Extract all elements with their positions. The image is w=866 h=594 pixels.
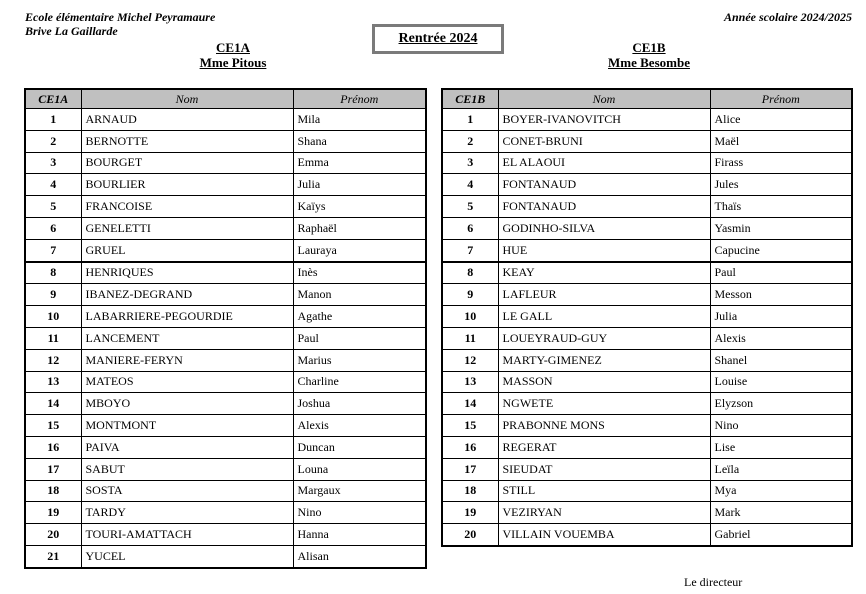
student-first-name: Paul xyxy=(293,327,426,349)
table-row xyxy=(442,480,852,502)
student-last-name: BOURGET xyxy=(81,152,293,174)
student-last-name: PRABONNE MONS xyxy=(498,415,710,437)
student-number: 20 xyxy=(25,524,81,546)
table-header-row xyxy=(25,89,426,109)
ce1a-heading xyxy=(190,40,276,70)
student-number: 3 xyxy=(25,152,81,174)
school-city: Brive La Gaillarde xyxy=(25,24,118,38)
table-row xyxy=(25,152,426,174)
student-last-name: HENRIQUES xyxy=(81,262,293,284)
student-number: 6 xyxy=(25,217,81,239)
student-number: 12 xyxy=(442,349,498,371)
table-row xyxy=(25,393,426,415)
student-number: 8 xyxy=(442,262,498,284)
table-row xyxy=(442,371,852,393)
student-last-name: IBANEZ-DEGRAND xyxy=(81,284,293,306)
student-number: 2 xyxy=(442,130,498,152)
student-last-name: CONET-BRUNI xyxy=(498,130,710,152)
student-last-name: FRANCOISE xyxy=(81,196,293,218)
student-first-name: Kaïys xyxy=(293,196,426,218)
student-first-name: Raphaël xyxy=(293,217,426,239)
table-row xyxy=(442,217,852,239)
table-header-row xyxy=(442,89,852,109)
student-number: 18 xyxy=(25,480,81,502)
student-last-name: NGWETE xyxy=(498,393,710,415)
student-last-name: MONTMONT xyxy=(81,415,293,437)
student-first-name: Duncan xyxy=(293,436,426,458)
student-number: 15 xyxy=(25,415,81,437)
student-last-name: SIEUDAT xyxy=(498,458,710,480)
student-last-name: KEAY xyxy=(498,262,710,284)
student-number: 6 xyxy=(442,217,498,239)
student-number: 2 xyxy=(25,130,81,152)
student-first-name: Shanel xyxy=(710,349,852,371)
col-header-prenom: Prénom xyxy=(710,89,852,109)
student-number: 1 xyxy=(442,109,498,131)
col-header-class: CE1A xyxy=(25,89,81,109)
student-last-name: LAFLEUR xyxy=(498,284,710,306)
ce1b-class-name: CE1B xyxy=(632,40,666,55)
table-row xyxy=(442,524,852,546)
student-number: 13 xyxy=(442,371,498,393)
student-number: 16 xyxy=(442,436,498,458)
student-last-name: FONTANAUD xyxy=(498,174,710,196)
student-number: 20 xyxy=(442,524,498,546)
table-row xyxy=(442,130,852,152)
student-first-name: Nino xyxy=(293,502,426,524)
student-first-name: Louise xyxy=(710,371,852,393)
student-number: 15 xyxy=(442,415,498,437)
student-number: 4 xyxy=(25,174,81,196)
student-number: 9 xyxy=(25,284,81,306)
student-last-name: YUCEL xyxy=(81,545,293,567)
col-header-nom: Nom xyxy=(81,89,293,109)
ce1b-teacher: Mme Besombe xyxy=(608,55,690,70)
student-first-name: Agathe xyxy=(293,306,426,328)
ce1b-roster-table xyxy=(441,88,853,547)
table-row xyxy=(25,524,426,546)
student-last-name: VILLAIN VOUEMBA xyxy=(498,524,710,546)
student-last-name: BERNOTTE xyxy=(81,130,293,152)
student-last-name: LABARRIERE-PEGOURDIE xyxy=(81,306,293,328)
student-first-name: Lise xyxy=(710,436,852,458)
student-first-name: Yasmin xyxy=(710,217,852,239)
table-row xyxy=(25,217,426,239)
student-number: 11 xyxy=(442,327,498,349)
student-last-name: MARTY-GIMENEZ xyxy=(498,349,710,371)
student-last-name: LOUEYRAUD-GUY xyxy=(498,327,710,349)
table-row xyxy=(25,239,426,261)
director-signature: Le directeur xyxy=(684,575,743,589)
table-row xyxy=(25,502,426,524)
table-row xyxy=(442,174,852,196)
school-name-line1: Ecole élémentaire Michel Peyramaure xyxy=(25,10,216,24)
table-row xyxy=(442,436,852,458)
student-last-name: BOURLIER xyxy=(81,174,293,196)
student-last-name: PAIVA xyxy=(81,436,293,458)
rentree-title: Rentrée 2024 xyxy=(372,24,504,54)
table-row xyxy=(442,393,852,415)
student-last-name: FONTANAUD xyxy=(498,196,710,218)
table-row xyxy=(442,415,852,437)
student-number: 8 xyxy=(25,262,81,284)
student-number: 13 xyxy=(25,371,81,393)
school-name xyxy=(25,10,215,38)
table-row xyxy=(25,284,426,306)
student-first-name: Shana xyxy=(293,130,426,152)
student-first-name: Joshua xyxy=(293,393,426,415)
student-number: 17 xyxy=(442,458,498,480)
student-first-name: Messon xyxy=(710,284,852,306)
table-row xyxy=(25,174,426,196)
table-row xyxy=(25,306,426,328)
student-number: 17 xyxy=(25,458,81,480)
student-last-name: GODINHO-SILVA xyxy=(498,217,710,239)
table-row xyxy=(442,152,852,174)
student-first-name: Elyzson xyxy=(710,393,852,415)
student-first-name: Julia xyxy=(710,306,852,328)
student-first-name: Julia xyxy=(293,174,426,196)
student-number: 10 xyxy=(25,306,81,328)
student-first-name: Thaïs xyxy=(710,196,852,218)
table-row xyxy=(25,349,426,371)
student-last-name: STILL xyxy=(498,480,710,502)
table-row xyxy=(25,262,426,284)
student-first-name: Alexis xyxy=(710,327,852,349)
student-number: 10 xyxy=(442,306,498,328)
ce1a-roster-table xyxy=(24,88,427,569)
table-row xyxy=(25,327,426,349)
table-row xyxy=(25,545,426,567)
table-row xyxy=(25,480,426,502)
table-row xyxy=(442,349,852,371)
student-number: 12 xyxy=(25,349,81,371)
student-first-name: Alexis xyxy=(293,415,426,437)
student-last-name: SABUT xyxy=(81,458,293,480)
student-last-name: TOURI-AMATTACH xyxy=(81,524,293,546)
student-last-name: BOYER-IVANOVITCH xyxy=(498,109,710,131)
student-number: 5 xyxy=(25,196,81,218)
student-number: 3 xyxy=(442,152,498,174)
student-first-name: Gabriel xyxy=(710,524,852,546)
student-first-name: Paul xyxy=(710,262,852,284)
table-row xyxy=(442,239,852,261)
student-first-name: Charline xyxy=(293,371,426,393)
student-last-name: MANIERE-FERYN xyxy=(81,349,293,371)
student-first-name: Margaux xyxy=(293,480,426,502)
student-number: 19 xyxy=(442,502,498,524)
student-first-name: Capucine xyxy=(710,239,852,261)
table-row xyxy=(25,458,426,480)
table-row xyxy=(442,458,852,480)
student-number: 5 xyxy=(442,196,498,218)
ce1a-teacher: Mme Pitous xyxy=(199,55,267,70)
table-row xyxy=(442,306,852,328)
ce1a-class-name: CE1A xyxy=(216,40,250,55)
student-number: 1 xyxy=(25,109,81,131)
student-last-name: MASSON xyxy=(498,371,710,393)
ce1b-heading xyxy=(600,40,698,70)
student-first-name: Alisan xyxy=(293,545,426,567)
student-last-name: GRUEL xyxy=(81,239,293,261)
table-row xyxy=(25,109,426,131)
table-row xyxy=(442,284,852,306)
student-number: 7 xyxy=(25,239,81,261)
student-first-name: Maël xyxy=(710,130,852,152)
student-first-name: Emma xyxy=(293,152,426,174)
student-last-name: LE GALL xyxy=(498,306,710,328)
student-last-name: REGERAT xyxy=(498,436,710,458)
student-first-name: Lauraya xyxy=(293,239,426,261)
student-number: 14 xyxy=(442,393,498,415)
student-last-name: VEZIRYAN xyxy=(498,502,710,524)
col-header-nom: Nom xyxy=(498,89,710,109)
student-number: 11 xyxy=(25,327,81,349)
student-last-name: SOSTA xyxy=(81,480,293,502)
col-header-class: CE1B xyxy=(442,89,498,109)
student-last-name: TARDY xyxy=(81,502,293,524)
student-first-name: Nino xyxy=(710,415,852,437)
student-number: 21 xyxy=(25,545,81,567)
table-row xyxy=(442,196,852,218)
table-row xyxy=(442,502,852,524)
student-first-name: Jules xyxy=(710,174,852,196)
table-row xyxy=(25,196,426,218)
table-row xyxy=(442,262,852,284)
student-number: 18 xyxy=(442,480,498,502)
student-first-name: Marius xyxy=(293,349,426,371)
student-first-name: Mark xyxy=(710,502,852,524)
student-first-name: Mya xyxy=(710,480,852,502)
student-first-name: Inès xyxy=(293,262,426,284)
student-last-name: GENELETTI xyxy=(81,217,293,239)
student-first-name: Alice xyxy=(710,109,852,131)
student-first-name: Hanna xyxy=(293,524,426,546)
table-row xyxy=(25,415,426,437)
student-last-name: MBOYO xyxy=(81,393,293,415)
table-row xyxy=(25,130,426,152)
student-number: 9 xyxy=(442,284,498,306)
student-first-name: Leïla xyxy=(710,458,852,480)
student-last-name: MATEOS xyxy=(81,371,293,393)
student-number: 16 xyxy=(25,436,81,458)
student-first-name: Firass xyxy=(710,152,852,174)
table-row xyxy=(25,371,426,393)
school-year: Année scolaire 2024/2025 xyxy=(724,10,852,24)
student-last-name: ARNAUD xyxy=(81,109,293,131)
student-number: 19 xyxy=(25,502,81,524)
student-number: 14 xyxy=(25,393,81,415)
table-row xyxy=(442,327,852,349)
student-number: 7 xyxy=(442,239,498,261)
student-first-name: Manon xyxy=(293,284,426,306)
col-header-prenom: Prénom xyxy=(293,89,426,109)
table-row xyxy=(25,436,426,458)
student-last-name: LANCEMENT xyxy=(81,327,293,349)
student-last-name: HUE xyxy=(498,239,710,261)
table-row xyxy=(442,109,852,131)
student-first-name: Mila xyxy=(293,109,426,131)
student-number: 4 xyxy=(442,174,498,196)
student-first-name: Louna xyxy=(293,458,426,480)
student-last-name: EL ALAOUI xyxy=(498,152,710,174)
